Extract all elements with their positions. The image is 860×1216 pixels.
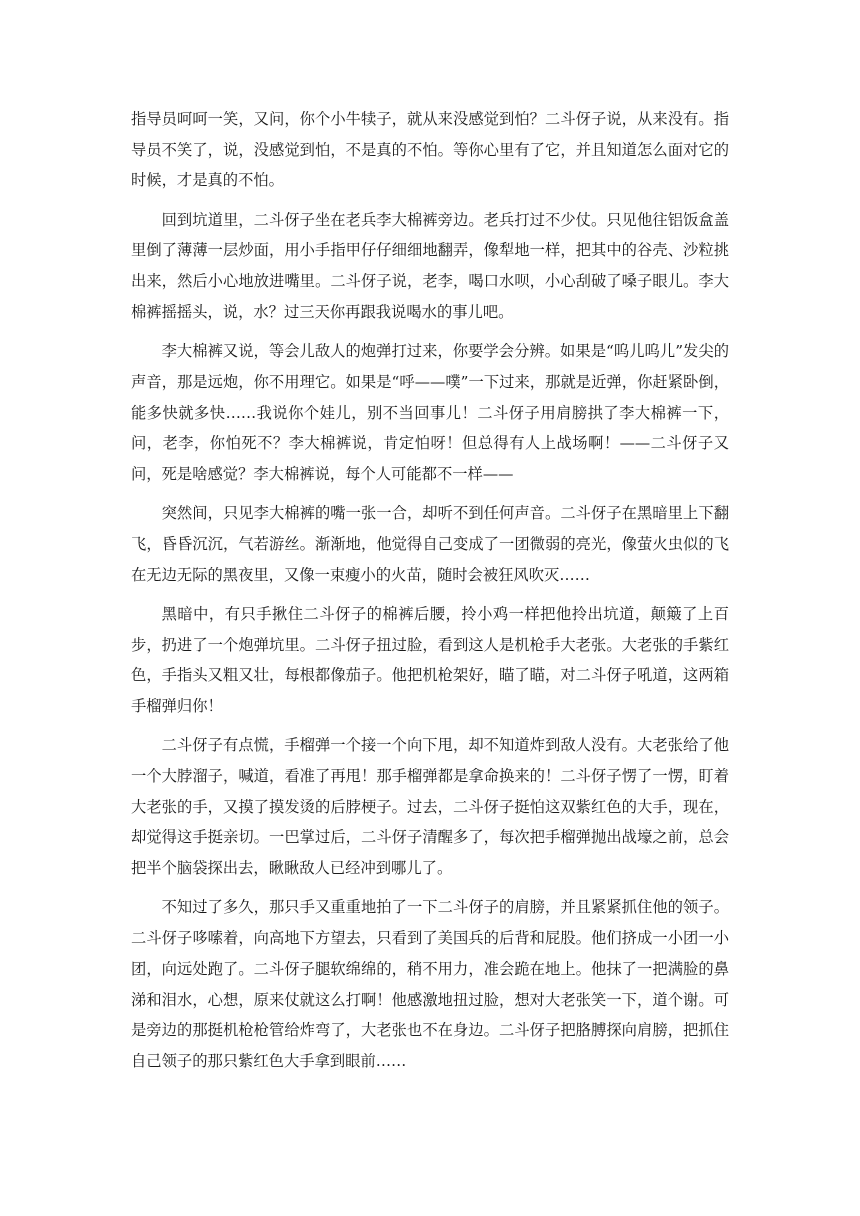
paragraph-7: 不知过了多久，那只手又重重地拍了一下二斗伢子的肩膀，并且紧紧抓住他的领子。二斗伢子哆嗦着，向高地下方望去，只看到了美国兵的后背和屁股。他们挤成一小团一小团，向远处跑了。二斗伢子腿软绵绵的，稍不用力，准会跪在地上。他抹了一把满脸的鼻涕和泪水，心想，原来仗就这么打啊！他感激地扭过脸，想对大老张笑一下，道个谢。可是旁边的那挺机枪枪管给炸弯了，大老张也不在身边。二斗伢子把胳膊探向肩膀，把抓住自己领子的那只紫红色大手拿到眼前…… <box>131 898 729 1070</box>
paragraph-3: 李大棉裤又说，等会儿敌人的炮弹打过来，你要学会分辨。如果是“呜儿呜儿”发尖的声音，那是远炮，你不用理它。如果是“呼——噗”一下过来，那就是近弹，你赶紧卧倒，能多快就多快……我说你个娃儿，别不当回事儿！二斗伢子用肩膀拱了李大棉裤一下，问，老李，你怕死不？李大棉裤说，肯定怕呀！但总得有人上战场啊！——二斗伢子又问，死是啥感觉？李大棉裤说，每个人可能都不一样—— <box>131 342 729 483</box>
paragraph-6: 二斗伢子有点慌，手榴弹一个接一个向下甩，却不知道炸到敌人没有。大老张给了他一个大脖溜子，喊道，看准了再甩！那手榴弹都是拿命换来的！二斗伢子愣了一愣，盯着大老张的手，又摸了摸发烫的后脖梗子。过去，二斗伢子挺怕这双紫红色的大手，现在，却觉得这手挺亲切。一巴掌过后，二斗伢子清醒多了，每次把手榴弹抛出战壕之前，总会把半个脑袋探出去，瞅瞅敌人已经冲到哪儿了。 <box>131 736 729 878</box>
paragraph-4: 突然间，只见李大棉裤的嘴一张一合，却听不到任何声音。二斗伢子在黑暗里上下翻飞，昏昏沉沉，气若游丝。渐渐地，他觉得自己变成了一团微弱的亮光，像萤火虫似的飞在无边无际的黑夜里，又像一束瘦小的火苗，随时会被狂风吹灭…… <box>131 504 729 584</box>
paragraph-5: 黑暗中，有只手揪住二斗伢子的棉裤后腰，拎小鸡一样把他拎出坑道，颠簸了上百步，扔进了一个炮弹坑里。二斗伢子扭过脸，看到这人是机枪手大老张。大老张的手紫红色，手指头又粗又壮，每根都像茄子。他把机枪架好，瞄了瞄，对二斗伢子吼道，这两箱手榴弹归你！ <box>131 604 729 716</box>
paragraph-2: 回到坑道里，二斗伢子坐在老兵李大棉裤旁边。老兵打过不少仗。只见他往铝饭盒盖里倒了薄薄一层炒面，用小手指甲仔仔细细地翻弄，像犁地一样，把其中的谷壳、沙粒挑出来，然后小心地放进嘴里。二斗伢子说，老李，喝口水呗，小心刮破了嗓子眼儿。李大棉裤摇摇头，说，水？过三天你再跟我说喝水的事儿吧。 <box>131 210 729 321</box>
paragraph-1: 指导员呵呵一笑，又问，你个小牛犊子，就从来没感觉到怕？二斗伢子说，从来没有。指导员不笑了，说，没感觉到怕，不是真的不怕。等你心里有了它，并且知道怎么面对它的时候，才是真的不怕。 <box>131 110 729 190</box>
story-text <box>131 104 729 1085</box>
